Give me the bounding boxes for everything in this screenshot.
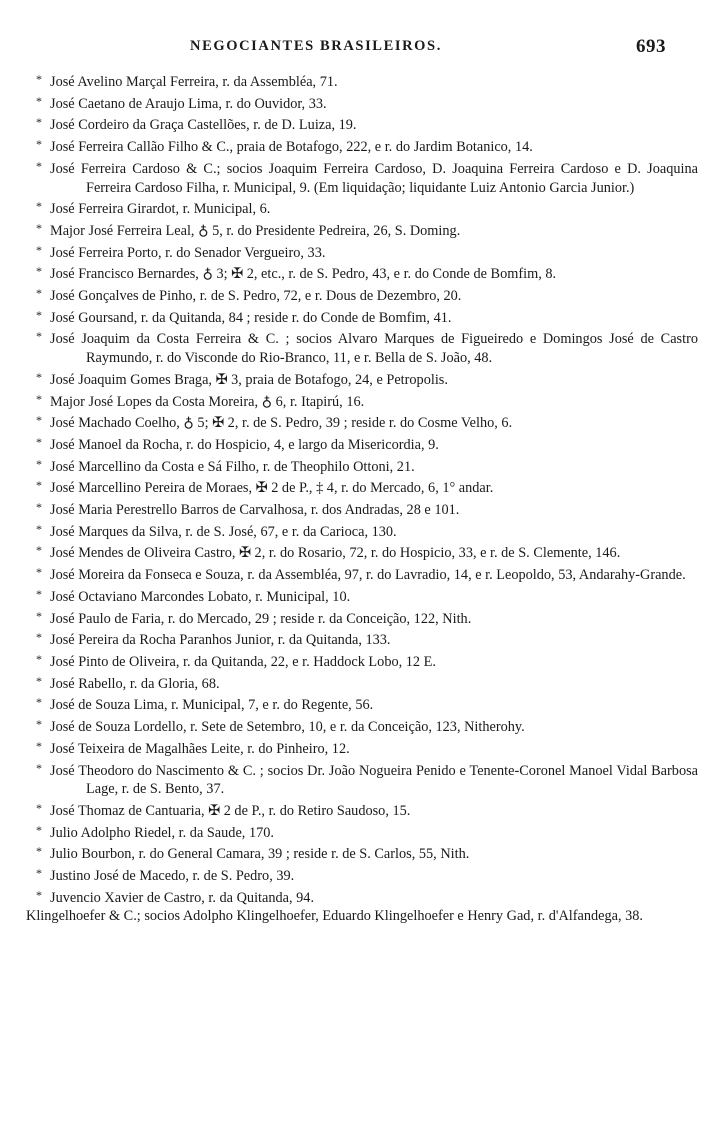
list-item bbox=[26, 262, 698, 284]
asterisk-marker: * bbox=[36, 543, 42, 558]
list-item bbox=[26, 306, 698, 328]
entry-text: José de Souza Lordello, r. Sete de Setembro, 10, e r. da Conceição, 123, Nitherohy. bbox=[50, 719, 525, 736]
entry-text: José Marcellino da Costa e Sá Filho, r. de Theophilo Ottoni, 21. bbox=[50, 458, 415, 475]
entry-text: Major José Ferreira Leal, ♁ 5, r. do Presidente Pedreira, 26, S. Doming. bbox=[50, 222, 461, 239]
asterisk-marker: * bbox=[36, 887, 42, 902]
entry-text: José Maria Perestrello Barros de Carvalhosa, r. dos Andradas, 28 e 101. bbox=[50, 502, 460, 519]
entry-text: José Avelino Marçal Ferreira, r. da Assembléa, 71. bbox=[50, 74, 338, 90]
list-item bbox=[26, 628, 698, 650]
asterisk-marker: * bbox=[36, 630, 42, 645]
entry-text: José Marcellino Pereira de Moraes, ✠ 2 de P., ‡ 4, r. do Mercado, 6, 1° andar. bbox=[50, 480, 494, 497]
entry-text: Julio Adolpho Riedel, r. da Saude, 170. bbox=[50, 824, 274, 841]
list-item bbox=[26, 219, 698, 241]
asterisk-marker: * bbox=[36, 717, 42, 732]
entry-text: José Pinto de Oliveira, r. da Quitanda, 22, e r. Haddock Lobo, 12 E. bbox=[50, 653, 436, 670]
entry-text: José de Souza Lima, r. Municipal, 7, e r. do Regente, 56. bbox=[50, 697, 374, 714]
asterisk-marker: * bbox=[36, 800, 42, 815]
entry-text: Julio Bourbon, r. do General Camara, 39 ; reside r. de S. Carlos, 55, Nith. bbox=[50, 846, 470, 863]
list-item bbox=[26, 672, 698, 694]
entry-text: José Ferreira Porto, r. do Senador Vergueiro, 33. bbox=[50, 244, 326, 261]
list-item bbox=[26, 585, 698, 607]
list-item bbox=[26, 411, 698, 433]
entry-text: José Paulo de Faria, r. do Mercado, 29 ; reside r. da Conceição, 122, Nith. bbox=[50, 610, 472, 627]
entry-text: José Theodoro do Nascimento & C. ; socios Dr. João Nogueira Penido e Tenente-Coronel Manoel Vidal Barbosa Lage, r. de S. Bento, 37. bbox=[50, 762, 698, 798]
page-number: 693 bbox=[636, 36, 666, 57]
asterisk-marker: * bbox=[36, 608, 42, 623]
list-item bbox=[26, 563, 698, 585]
asterisk-marker: * bbox=[36, 199, 42, 214]
entry-text: José Mendes de Oliveira Castro, ✠ 2, r. do Rosario, 72, r. do Hospicio, 33, e r. de S. Clemente, 146. bbox=[50, 545, 621, 562]
entry-text: José Joaquim da Costa Ferreira & C. ; socios Alvaro Marques de Figueiredo e Domingos José de Castro Raymundo, r. do Visconde do Rio-Branco, 11, e r. Bella de S. João, 48. bbox=[50, 331, 698, 367]
entry-text: Juvencio Xavier de Castro, r. da Quitanda, 94. bbox=[50, 889, 315, 906]
asterisk-marker: * bbox=[36, 844, 42, 859]
asterisk-marker: * bbox=[36, 137, 42, 152]
asterisk-marker: * bbox=[36, 478, 42, 493]
list-item bbox=[26, 907, 698, 926]
entry-text: José Machado Coelho, ♁ 5; ✠ 2, r. de S. Pedro, 39 ; reside r. do Cosme Velho, 6. bbox=[50, 415, 513, 432]
entry-text: José Pereira da Rocha Paranhos Junior, r. da Quitanda, 133. bbox=[50, 632, 391, 649]
entry-text: José Ferreira Girardot, r. Municipal, 6. bbox=[50, 201, 271, 218]
asterisk-marker: * bbox=[36, 866, 42, 881]
merchant-list bbox=[26, 70, 698, 926]
list-item bbox=[26, 759, 698, 799]
asterisk-marker: * bbox=[36, 115, 42, 130]
entry-text: José Octaviano Marcondes Lobato, r. Municipal, 10. bbox=[50, 588, 351, 605]
entry-text: José Rabello, r. da Gloria, 68. bbox=[50, 675, 220, 692]
asterisk-marker: * bbox=[36, 369, 42, 384]
list-item bbox=[26, 135, 698, 157]
list-item bbox=[26, 737, 698, 759]
entry-text: José Ferreira Callão Filho & C., praia de Botafogo, 222, e r. do Jardim Botanico, 14. bbox=[50, 139, 533, 156]
list-item bbox=[26, 715, 698, 737]
asterisk-marker: * bbox=[36, 651, 42, 666]
list-item bbox=[26, 607, 698, 629]
list-item bbox=[26, 284, 698, 306]
asterisk-marker: * bbox=[36, 72, 42, 86]
asterisk-marker: * bbox=[36, 521, 42, 536]
list-item bbox=[26, 197, 698, 219]
entry-text: José Marques da Silva, r. de S. José, 67, e r. da Carioca, 130. bbox=[50, 523, 397, 540]
asterisk-marker: * bbox=[36, 220, 42, 235]
asterisk-marker: * bbox=[36, 456, 42, 471]
entry-text: José Goursand, r. da Quitanda, 84 ; reside r. do Conde de Bomfim, 41. bbox=[50, 309, 452, 326]
entry-text: José Caetano de Araujo Lima, r. do Ouvidor, 33. bbox=[50, 95, 327, 112]
list-item bbox=[26, 368, 698, 390]
entry-text: José Joaquim Gomes Braga, ✠ 3, praia de Botafogo, 24, e Petropolis. bbox=[50, 371, 448, 388]
entry-text: José Thomaz de Cantuaria, ✠ 2 de P., r. do Retiro Saudoso, 15. bbox=[50, 802, 411, 819]
asterisk-marker: * bbox=[36, 738, 42, 753]
asterisk-marker: * bbox=[36, 264, 42, 279]
entry-text: José Ferreira Cardoso & C.; socios Joaquim Ferreira Cardoso, D. Joaquina Ferreira Cardoso e D. Joaquina Ferreira Cardoso Filha, r. Municipal, 9. (Em liquidação; liquidante Luiz Antonio Garcia Junior.) bbox=[50, 160, 698, 196]
entry-text: José Teixeira de Magalhães Leite, r. do Pinheiro, 12. bbox=[50, 740, 350, 757]
asterisk-marker: * bbox=[36, 822, 42, 837]
running-head: NEGOCIANTES BRASILEIROS. bbox=[190, 38, 442, 54]
list-item bbox=[26, 842, 698, 864]
asterisk-marker: * bbox=[36, 307, 42, 322]
list-item bbox=[26, 327, 698, 367]
entry-text: Major José Lopes da Costa Moreira, ♁ 6, r. Itapirú, 16. bbox=[50, 393, 365, 410]
asterisk-marker: * bbox=[36, 242, 42, 257]
list-item bbox=[26, 693, 698, 715]
entry-text: José Moreira da Fonseca e Souza, r. da Assembléa, 97, r. do Lavradio, 14, e r. Leopoldo, 53, Andarahy-Grande. bbox=[50, 567, 686, 584]
list-item bbox=[26, 520, 698, 542]
asterisk-marker: * bbox=[36, 500, 42, 515]
asterisk-marker: * bbox=[36, 673, 42, 688]
list-item bbox=[26, 864, 698, 886]
list-item bbox=[26, 433, 698, 455]
list-item bbox=[26, 476, 698, 498]
asterisk-marker: * bbox=[36, 413, 42, 428]
list-item bbox=[26, 650, 698, 672]
page-header bbox=[0, 34, 715, 60]
asterisk-marker: * bbox=[36, 93, 42, 108]
list-item bbox=[26, 92, 698, 114]
asterisk-marker: * bbox=[36, 434, 42, 449]
asterisk-marker: * bbox=[36, 565, 42, 580]
asterisk-marker: * bbox=[36, 391, 42, 406]
entry-text: José Manoel da Rocha, r. do Hospicio, 4, e largo da Misericordia, 9. bbox=[50, 436, 439, 453]
entry-text: Justino José de Macedo, r. de S. Pedro, 39. bbox=[50, 868, 295, 885]
list-item bbox=[26, 455, 698, 477]
entry-text: José Francisco Bernardes, ♁ 3; ✠ 2, etc., r. de S. Pedro, 43, e r. do Conde de Bomfim, 8. bbox=[50, 266, 557, 283]
list-item bbox=[26, 886, 698, 908]
list-item bbox=[26, 498, 698, 520]
asterisk-marker: * bbox=[36, 586, 42, 601]
list-item bbox=[26, 113, 698, 135]
list-item bbox=[26, 390, 698, 412]
asterisk-marker: * bbox=[36, 695, 42, 710]
entry-text: Klingelhoefer & C.; socios Adolpho Klingelhoefer, Eduardo Klingelhoefer e Henry Gad, r. d'Alfandega, 38. bbox=[26, 908, 643, 925]
entry-text: José Gonçalves de Pinho, r. de S. Pedro, 72, e r. Dous de Dezembro, 20. bbox=[50, 288, 462, 305]
asterisk-marker: * bbox=[36, 158, 42, 173]
list-item bbox=[26, 541, 698, 563]
list-item bbox=[26, 241, 698, 263]
list-item bbox=[26, 799, 698, 821]
asterisk-marker: * bbox=[36, 286, 42, 301]
asterisk-marker: * bbox=[36, 760, 42, 775]
list-item bbox=[26, 157, 698, 197]
list-item bbox=[26, 70, 698, 92]
entry-text: José Cordeiro da Graça Castellões, r. de D. Luiza, 19. bbox=[50, 117, 357, 134]
asterisk-marker: * bbox=[36, 329, 42, 344]
list-item bbox=[26, 821, 698, 843]
